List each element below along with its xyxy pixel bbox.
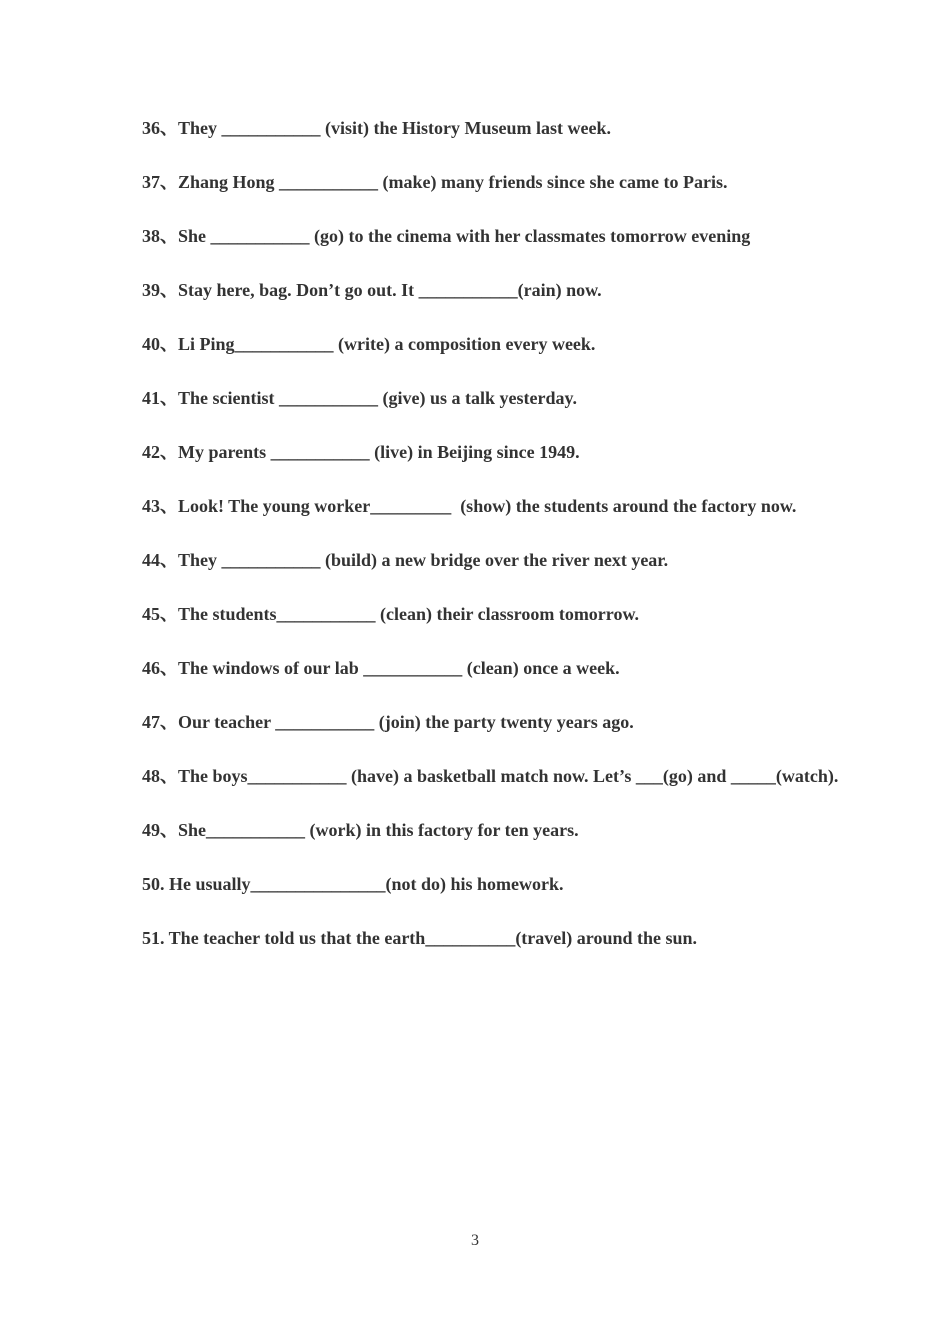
question-50: 50. He usually_______________(not do) his homework. xyxy=(142,874,564,894)
question-47: 47、Our teacher ___________ (join) the party twenty years ago. xyxy=(142,712,634,732)
question-44: 44、They ___________ (build) a new bridge over the river next year. xyxy=(142,550,669,570)
question-39: 39、Stay here, bag. Don’t go out. It ___________(rain) now. xyxy=(142,280,602,300)
question-45: 45、The students___________ (clean) their classroom tomorrow. xyxy=(142,604,639,624)
question-48: 48、The boys___________ (have) a basketball match now. Let’s ___(go) and _____(watch). xyxy=(142,766,839,786)
question-41: 41、The scientist ___________ (give) us a talk yesterday. xyxy=(142,388,577,408)
page-number: 3 xyxy=(471,1232,479,1249)
question-38: 38、She ___________ (go) to the cinema with her classmates tomorrow evening xyxy=(142,226,751,246)
question-40: 40、Li Ping___________ (write) a composition every week. xyxy=(142,334,596,354)
question-36: 36、They ___________ (visit) the History Museum last week. xyxy=(142,118,611,138)
question-49: 49、She___________ (work) in this factory for ten years. xyxy=(142,820,579,840)
question-51: 51. The teacher told us that the earth__________(travel) around the sun. xyxy=(142,928,697,948)
question-list xyxy=(104,114,864,978)
question-42: 42、My parents ___________ (live) in Beijing since 1949. xyxy=(142,442,580,462)
question-46: 46、The windows of our lab ___________ (clean) once a week. xyxy=(142,658,620,678)
question-37: 37、Zhang Hong ___________ (make) many friends since she came to Paris. xyxy=(142,172,728,192)
question-43: 43、Look! The young worker_________ (show) the students around the factory now. xyxy=(142,496,797,516)
